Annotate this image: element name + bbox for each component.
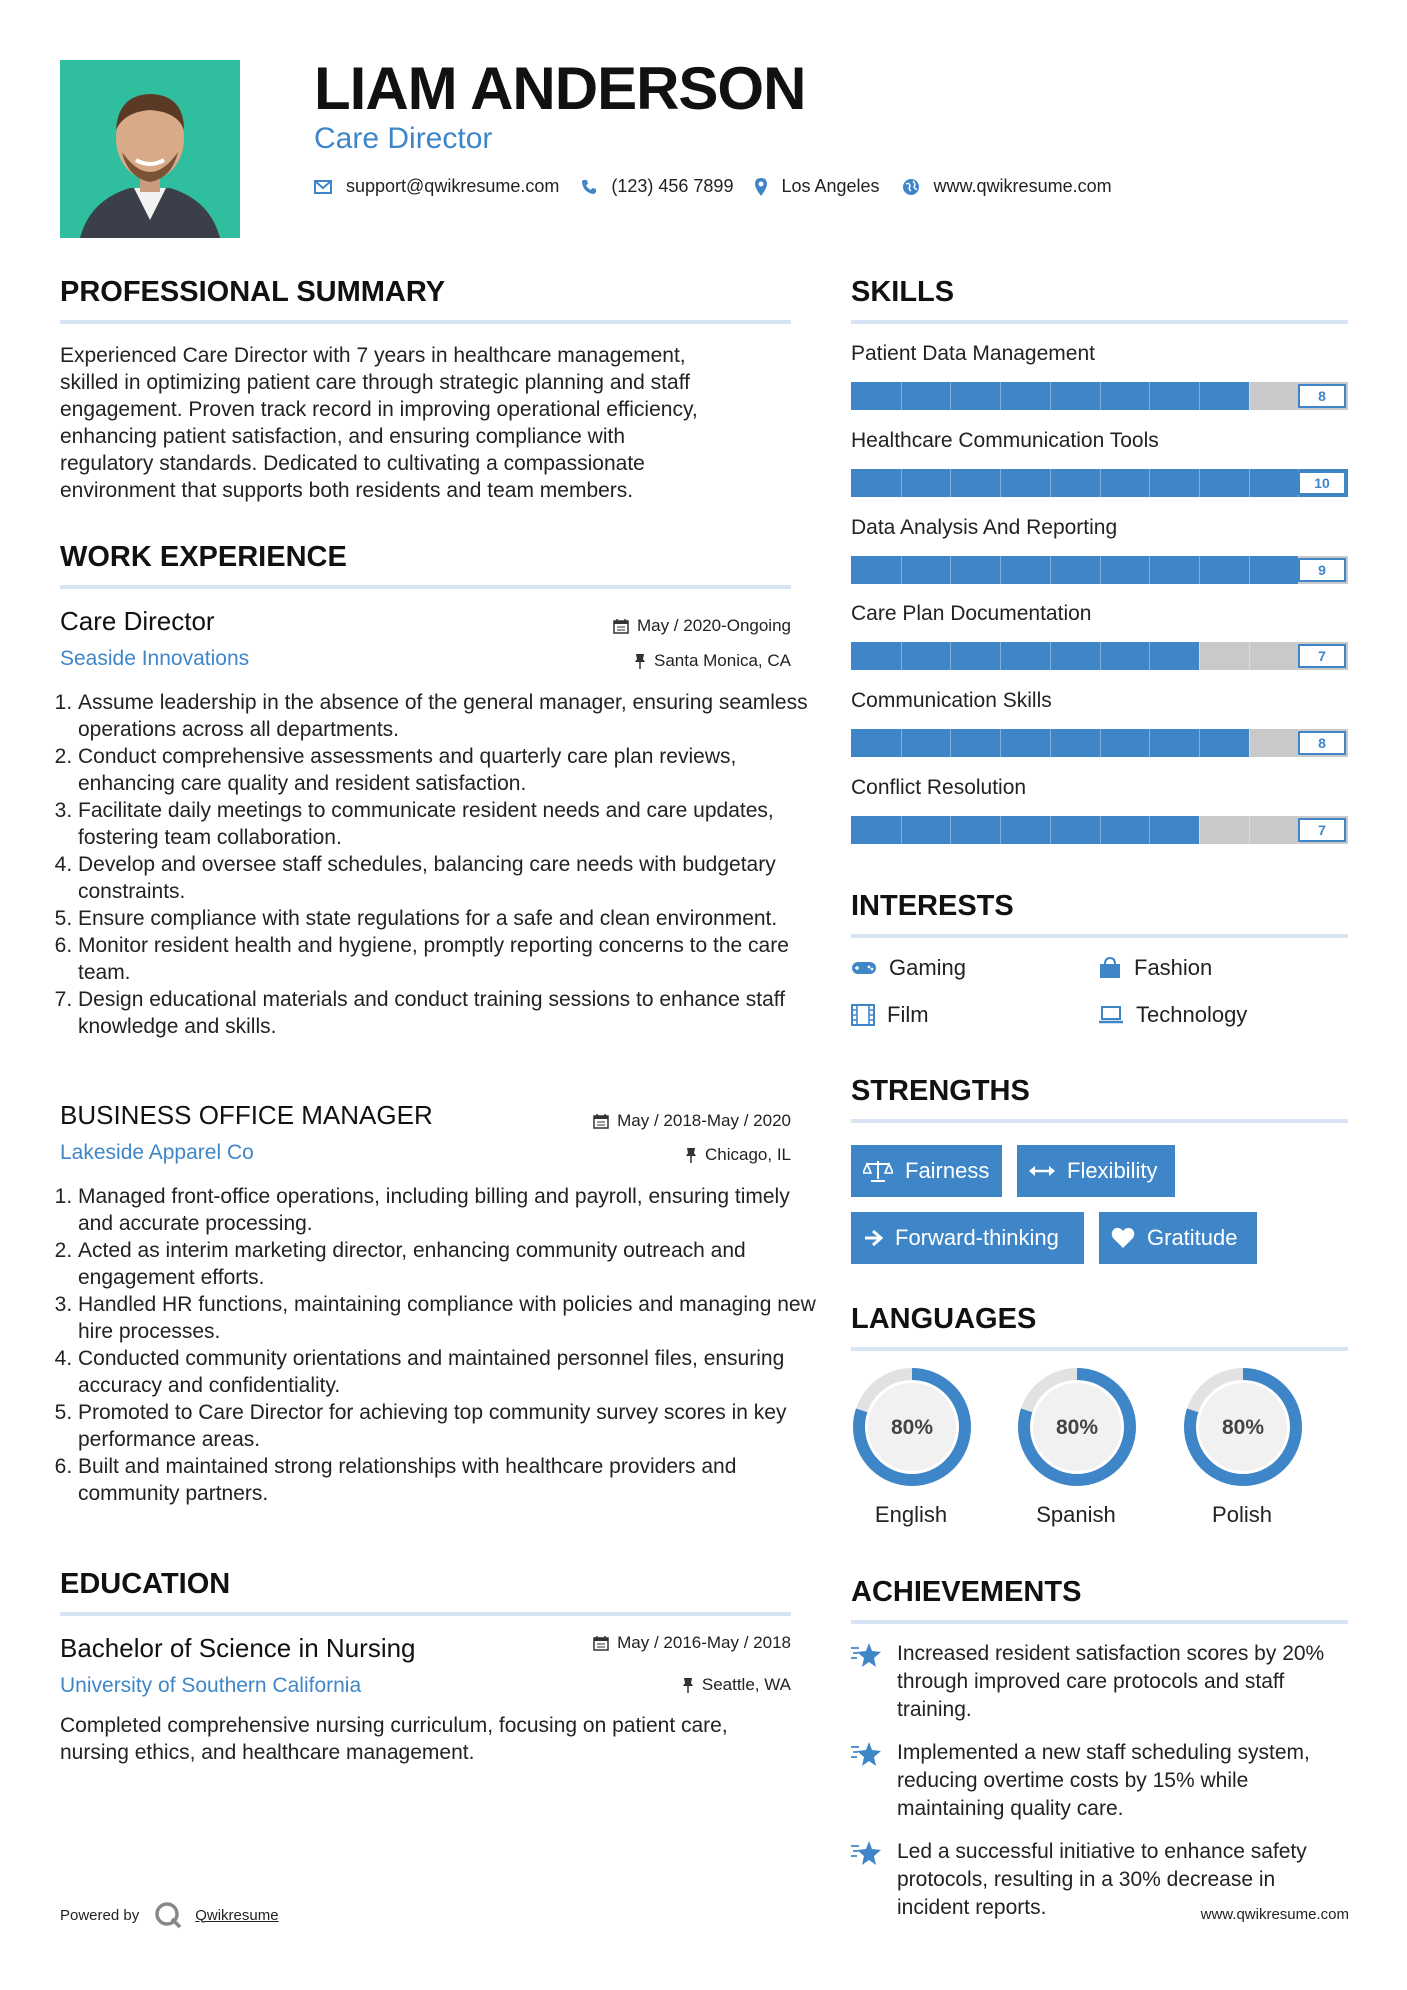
skill-segment [1149, 642, 1150, 670]
achievement-text: Implemented a new staff scheduling system, reducing overtime costs by 15% while maintaining quality care. [897, 1741, 1310, 1820]
pushpin-icon [634, 653, 646, 669]
language-percent: 80% [1221, 1416, 1265, 1439]
contact-website[interactable] [902, 176, 1112, 197]
skill-segment [1000, 556, 1001, 584]
contact-location [755, 176, 879, 197]
job-bullet: 1. Assume leadership in the absence of the general manager, ensuring seamless operations across all departments. [78, 689, 816, 743]
job-title: Care Director [60, 606, 215, 636]
summary-line: engagement. Proven track record in improving operational efficiency, [60, 398, 698, 421]
skill-label: Patient Data Management [851, 342, 1095, 365]
skill-segment [1050, 469, 1051, 497]
education-degree: Bachelor of Science in Nursing [60, 1633, 416, 1663]
job-bullet: 6. Built and maintained strong relationships with healthcare providers and community partners. [78, 1453, 816, 1507]
language-label: Polish [1212, 1502, 1272, 1527]
interests-rule [851, 934, 1348, 938]
profile-photo [60, 60, 240, 238]
contact-website-text: www.qwikresume.com [933, 176, 1112, 196]
job-bullets [60, 1183, 816, 1507]
job-bullet: 7. Design educational materials and conduct training sessions to enhance staff knowledge and skills. [78, 986, 816, 1040]
strengths-heading: STRENGTHS [851, 1075, 1030, 1107]
job-location [685, 1145, 791, 1165]
trophy-star-icon [851, 1739, 883, 1769]
skills-rule [851, 320, 1348, 324]
contact-email[interactable] [314, 176, 559, 197]
achievements-heading: ACHIEVEMENTS [851, 1576, 1082, 1608]
summary-heading: PROFESSIONAL SUMMARY [60, 276, 446, 308]
strength-label: Flexibility [1067, 1158, 1158, 1183]
interest-label: Technology [1136, 1002, 1248, 1027]
language-ring [1016, 1366, 1138, 1493]
skill-segment [1000, 816, 1001, 844]
envelope-icon [314, 180, 332, 194]
calendar-icon [593, 1635, 609, 1651]
skill-segment [1100, 729, 1101, 757]
skill-segment [1000, 469, 1001, 497]
calendar-icon [613, 618, 629, 634]
skill-segment [1050, 382, 1051, 410]
skill-segment [1149, 382, 1150, 410]
strength-tag [1017, 1145, 1175, 1197]
skill-segment [1149, 556, 1150, 584]
summary-line: skilled in optimizing patient care through strategic planning and staff [60, 371, 690, 394]
skill-bar [851, 816, 1348, 844]
skill-label: Healthcare Communication Tools [851, 429, 1159, 452]
strengths-rule [851, 1119, 1348, 1123]
skill-value: 10 [1298, 471, 1346, 495]
job-company: Seaside Innovations [60, 647, 250, 670]
skill-segment [1149, 729, 1150, 757]
skill-bar [851, 556, 1348, 584]
skill-segment [950, 382, 951, 410]
arrow-right-icon [863, 1229, 883, 1247]
job-location [634, 651, 791, 671]
job-bullet: 2. Acted as interim marketing director, enhancing community outreach and engagement efforts. [78, 1237, 816, 1291]
skill-segment [1199, 382, 1200, 410]
experience-rule [60, 585, 791, 589]
calendar-icon [593, 1113, 609, 1129]
job-bullet: 5. Ensure compliance with state regulations for a safe and clean environment. [78, 905, 816, 932]
achievement-text: Led a successful initiative to enhance safety protocols, resulting in a 30% decrease in incident reports. [897, 1840, 1307, 1919]
skill-segment [901, 729, 902, 757]
interest-label: Film [887, 1002, 929, 1027]
skill-fill [851, 642, 1199, 670]
interest-item [1098, 955, 1212, 981]
contact-location-text: Los Angeles [781, 176, 880, 196]
achievement-text: Increased resident satisfaction scores by 20% through improved care protocols and staff training. [897, 1642, 1325, 1721]
skill-segment [1100, 469, 1101, 497]
language-percent: 80% [1055, 1416, 1099, 1439]
laptop-icon [1098, 1005, 1124, 1025]
summary-line: enhancing patient satisfaction, and ensuring compliance with [60, 425, 626, 448]
skill-value: 7 [1298, 818, 1346, 842]
skill-segment [1000, 729, 1001, 757]
job-bullet: 4. Develop and oversee staff schedules, balancing care needs with budgetary constraints. [78, 851, 816, 905]
summary-line: Experienced Care Director with 7 years in healthcare management, [60, 344, 686, 367]
skill-segment [1000, 382, 1001, 410]
trophy-star-icon [851, 1838, 883, 1868]
qwikresume-logo-icon [153, 1900, 183, 1930]
strength-tag [851, 1145, 1002, 1197]
skill-segment [1199, 642, 1200, 670]
contact-bar [314, 176, 1134, 197]
footer-powered [60, 1900, 279, 1930]
skill-segment [901, 469, 902, 497]
footer-powered-text: Powered by [60, 1906, 140, 1924]
skill-segment [1149, 816, 1150, 844]
skill-segment [1199, 469, 1200, 497]
skill-segment [950, 642, 951, 670]
skill-segment [901, 642, 902, 670]
skill-segment [950, 729, 951, 757]
skills-heading: SKILLS [851, 276, 955, 308]
skill-segment [1100, 382, 1101, 410]
skill-segment [1100, 556, 1101, 584]
skill-segment [1249, 469, 1250, 497]
candidate-title: Care Director [314, 122, 493, 155]
experience-heading: WORK EXPERIENCE [60, 541, 347, 573]
education-location [682, 1675, 791, 1695]
pushpin-icon [682, 1677, 694, 1693]
skill-segment [1050, 642, 1051, 670]
education-school: University of Southern California [60, 1674, 362, 1697]
globe-icon [902, 178, 920, 196]
job-company: Lakeside Apparel Co [60, 1141, 254, 1164]
gamepad-icon [851, 960, 877, 976]
summary-line: environment that supports both residents and team members. [60, 479, 634, 502]
interest-label: Gaming [889, 955, 967, 980]
skill-segment [1249, 556, 1250, 584]
job-location-text: Santa Monica, CA [653, 651, 791, 670]
skill-value: 7 [1298, 644, 1346, 668]
trophy-star-icon [851, 1640, 883, 1670]
skill-label: Conflict Resolution [851, 776, 1027, 799]
job-dates-text: May / 2020-Ongoing [636, 616, 791, 635]
summary-line: regulatory standards. Dedicated to cultivating a compassionate [60, 452, 645, 475]
strength-label: Forward-thinking [895, 1225, 1059, 1250]
skill-segment [1000, 642, 1001, 670]
skill-segment [1199, 729, 1200, 757]
job-bullet: 5. Promoted to Care Director for achieving top community survey scores in key performance areas. [78, 1399, 816, 1453]
pushpin-icon [685, 1147, 697, 1163]
skill-bar [851, 469, 1348, 497]
skill-segment [1199, 816, 1200, 844]
education-description: Completed comprehensive nursing curriculum, focusing on patient care, nursing ethics, and healthcare management. [60, 1714, 728, 1764]
job-bullet: 3. Facilitate daily meetings to communicate resident needs and care updates, fostering team collaboration. [78, 797, 816, 851]
interest-item [851, 1002, 929, 1028]
job-bullet: 1. Managed front-office operations, including billing and payroll, ensuring timely and accurate processing. [78, 1183, 816, 1237]
job-dates [613, 616, 791, 636]
education-dates [593, 1633, 791, 1653]
summary-text [60, 342, 800, 504]
footer-url[interactable]: www.qwikresume.com [1200, 1906, 1349, 1923]
job-title: BUSINESS OFFICE MANAGER [60, 1100, 433, 1130]
skill-segment [1249, 729, 1250, 757]
language-label: Spanish [1036, 1502, 1116, 1527]
job-dates-text: May / 2018-May / 2020 [617, 1111, 791, 1130]
achievement-item [851, 1739, 1351, 1823]
skill-fill [851, 556, 1298, 584]
achievement-item [851, 1640, 1351, 1724]
interests-heading: INTERESTS [851, 890, 1014, 922]
contact-phone[interactable] [581, 176, 733, 197]
job-bullets [60, 689, 816, 1040]
skill-segment [1100, 816, 1101, 844]
skill-segment [1050, 729, 1051, 757]
education-dates-text: May / 2016-May / 2018 [617, 1633, 791, 1652]
skill-segment [1050, 816, 1051, 844]
languages-rule [851, 1347, 1348, 1351]
arrows-horizontal-icon [1029, 1164, 1055, 1178]
footer-brand-link[interactable]: Qwikresume [195, 1906, 279, 1924]
skill-segment [1249, 816, 1250, 844]
interest-item [851, 955, 966, 981]
language-percent: 80% [890, 1416, 934, 1439]
strength-label: Fairness [905, 1158, 990, 1183]
skill-label: Communication Skills [851, 689, 1052, 712]
job-bullet: 2. Conduct comprehensive assessments and quarterly care plan reviews, enhancing care quality and resident satisfaction. [78, 743, 816, 797]
skill-segment [950, 556, 951, 584]
skill-bar [851, 642, 1348, 670]
job-location-text: Chicago, IL [705, 1145, 791, 1164]
skill-fill [851, 816, 1199, 844]
education-location-text: Seattle, WA [701, 1675, 791, 1694]
balance-scale-icon [863, 1159, 893, 1183]
skill-value: 8 [1298, 731, 1346, 755]
shopping-bag-icon [1098, 957, 1122, 979]
skill-segment [1149, 469, 1150, 497]
strength-label: Gratitude [1147, 1225, 1238, 1250]
skill-segment [1249, 382, 1250, 410]
job-bullet: 4. Conducted community orientations and maintained personnel files, ensuring accuracy and confidentiality. [78, 1345, 816, 1399]
language-ring [851, 1366, 973, 1493]
candidate-name: LIAM ANDERSON [314, 55, 806, 122]
contact-phone-text: (123) 456 7899 [611, 176, 734, 196]
skill-bar [851, 729, 1348, 757]
skill-segment [901, 382, 902, 410]
skill-label: Data Analysis And Reporting [851, 516, 1118, 539]
strength-tag [851, 1212, 1084, 1264]
job-bullet: 3. Handled HR functions, maintaining compliance with policies and managing new hire processes. [78, 1291, 816, 1345]
interest-label: Fashion [1134, 955, 1213, 980]
skill-segment [1050, 556, 1051, 584]
skill-segment [1249, 642, 1250, 670]
languages-heading: LANGUAGES [851, 1303, 1037, 1335]
contact-email-text: support@qwikresume.com [346, 176, 560, 196]
skill-segment [901, 556, 902, 584]
skill-value: 9 [1298, 558, 1346, 582]
language-ring [1182, 1366, 1304, 1493]
skill-label: Care Plan Documentation [851, 602, 1092, 625]
skill-segment [1199, 556, 1200, 584]
skill-segment [950, 816, 951, 844]
skill-bar [851, 382, 1348, 410]
map-marker-icon [755, 178, 767, 196]
summary-rule [60, 320, 791, 324]
skill-segment [950, 469, 951, 497]
strength-tag [1099, 1212, 1257, 1264]
job-bullet: 6. Monitor resident health and hygiene, promptly reporting concerns to the care team. [78, 932, 816, 986]
achievements-rule [851, 1620, 1348, 1624]
education-heading: EDUCATION [60, 1568, 231, 1600]
language-label: English [874, 1502, 948, 1527]
skill-segment [901, 816, 902, 844]
skill-segment [1100, 642, 1101, 670]
heart-icon [1111, 1227, 1135, 1249]
interest-item [1098, 1002, 1247, 1028]
film-icon [851, 1004, 875, 1026]
job-dates [593, 1111, 791, 1131]
phone-icon [581, 179, 597, 195]
skill-value: 8 [1298, 384, 1346, 408]
education-rule [60, 1612, 791, 1616]
